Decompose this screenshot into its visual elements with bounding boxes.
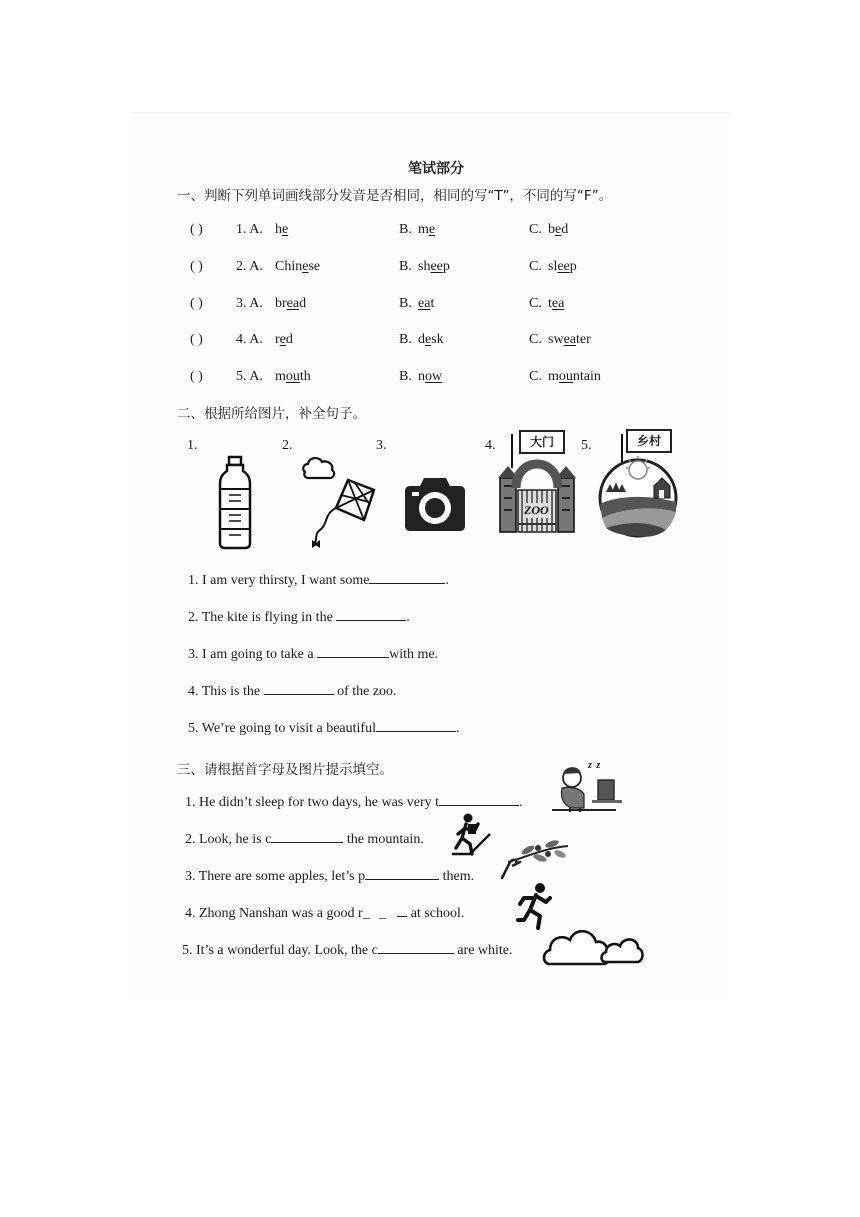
- underlined-letters: e: [282, 222, 289, 237]
- option-b-word: [418, 369, 442, 385]
- sentence-4: [188, 682, 397, 700]
- word-part: t: [548, 296, 552, 311]
- option-c-word-label: C.: [529, 259, 542, 274]
- word-part: Chin: [275, 259, 303, 274]
- zoo-gate-text: ZOO: [524, 503, 549, 517]
- answer-parentheses[interactable]: ( ): [190, 332, 203, 347]
- underlined-letters: ea: [551, 296, 565, 311]
- underlined-letters: e: [555, 222, 562, 237]
- word-part: br: [275, 296, 287, 311]
- sentence-text: 5. We’re going to visit a beautiful: [188, 721, 376, 736]
- answer-blank[interactable]: [336, 608, 406, 621]
- underlined-letters: ou: [285, 369, 300, 384]
- option-c-word-label: C.: [529, 296, 542, 311]
- question-label: 2. A.: [236, 259, 263, 274]
- answer-blank[interactable]: [365, 867, 439, 880]
- sentence-text: 5. It’s a wonderful day. Look, the c: [182, 943, 378, 958]
- answer-blank[interactable]: [378, 941, 454, 954]
- option-a-word: [275, 296, 306, 312]
- word-part: t: [430, 296, 435, 311]
- sentence-1: [188, 571, 449, 589]
- underlined-letters: e: [279, 332, 286, 347]
- underlined-letters: ow: [425, 369, 443, 384]
- answer-parentheses[interactable]: ( ): [190, 222, 203, 237]
- sentence-end: .: [406, 610, 410, 625]
- sentence-end: at school.: [407, 906, 465, 921]
- word-part: sk: [431, 332, 444, 347]
- option-c-word: [548, 259, 577, 275]
- sentence-2: [188, 608, 410, 626]
- word-part: n: [418, 369, 425, 384]
- option-b-word-label: B.: [399, 369, 412, 384]
- option-a-word: [275, 222, 288, 238]
- picture-number-2: 2.: [282, 438, 293, 453]
- word-part: h: [275, 222, 282, 237]
- answer-blank[interactable]: [369, 571, 445, 584]
- word-part: m: [418, 222, 429, 237]
- climbing-man-icon: [450, 812, 492, 856]
- option-b-word-label: B.: [399, 222, 412, 237]
- answer-parentheses[interactable]: ( ): [190, 296, 203, 311]
- underlined-letters: ou: [558, 369, 573, 384]
- hint-sentence-4: [185, 904, 464, 922]
- word-part: ntain: [572, 369, 601, 384]
- word-part: d: [285, 332, 293, 347]
- question-label: 3. A.: [236, 296, 263, 311]
- sentence-text: 2. The kite is flying in the: [188, 610, 337, 625]
- option-c-word-label: C.: [529, 332, 542, 347]
- picture-number-3: 3.: [376, 438, 387, 453]
- underlined-letters: ea: [286, 296, 300, 311]
- sentence-text: 1. He didn’t sleep for two days, he was very t: [185, 795, 440, 810]
- village-sign-label: 乡村: [626, 429, 672, 453]
- sentence-end: of the zoo.: [333, 684, 397, 699]
- answer-parentheses[interactable]: ( ): [190, 369, 203, 384]
- question-label: 4. A.: [236, 332, 263, 347]
- picture-number-4: 4.: [485, 438, 496, 453]
- option-c-word: [548, 332, 591, 348]
- word-part: d: [299, 296, 307, 311]
- word-part: d: [418, 332, 425, 347]
- sentence-text: 3. I am going to take a: [188, 647, 318, 662]
- zoo-gate-icon: [498, 428, 576, 534]
- hint-sentence-3: [185, 867, 474, 885]
- option-b-word: [418, 259, 450, 275]
- sentence-text: 4. Zhong Nanshan was a good r: [185, 906, 363, 921]
- picture-number-5: 5.: [581, 438, 592, 453]
- option-b-word-label: B.: [399, 296, 412, 311]
- hint-sentence-2: [185, 830, 424, 848]
- option-a-word: [275, 259, 320, 275]
- answer-parentheses[interactable]: ( ): [190, 259, 203, 274]
- option-c-word: [548, 222, 568, 238]
- option-b-word: [418, 296, 434, 312]
- underlined-letters: e: [428, 222, 436, 237]
- answer-blank[interactable]: [376, 719, 456, 732]
- option-c-word-label: C.: [529, 222, 542, 237]
- word-part: d: [561, 222, 569, 237]
- underlined-letters: ea: [563, 332, 576, 347]
- option-b-word: [418, 222, 435, 238]
- apple-branch-icon: [498, 832, 570, 880]
- option-c-word-label: C.: [529, 369, 542, 384]
- option-b-word-label: B.: [399, 332, 412, 347]
- picture-number-1: 1.: [187, 438, 198, 453]
- sleep-zzz-text: z z: [588, 760, 602, 771]
- sentence-text: 4. This is the: [188, 684, 264, 699]
- village-icon: [596, 428, 680, 540]
- camera-icon: [404, 472, 466, 534]
- hint-sentence-5: [182, 941, 513, 959]
- question-label: 5. A.: [236, 369, 263, 384]
- option-b-word-label: B.: [399, 259, 412, 274]
- option-c-word: [548, 369, 601, 385]
- sentence-end: .: [455, 721, 460, 736]
- word-part: b: [548, 222, 555, 237]
- word-part: p: [569, 259, 577, 274]
- section1-heading: 一、判断下列单词画线部分发音是否相同，相同的写“T”，不同的写“F”。: [177, 188, 613, 204]
- letter-blanks[interactable]: _ _: [362, 906, 390, 921]
- sentence-5: [188, 719, 459, 737]
- hint-sentence-1: [185, 793, 523, 811]
- option-a-word: [275, 332, 293, 348]
- option-c-word: [548, 296, 564, 312]
- page-title: 笔试部分: [408, 161, 464, 177]
- section3-heading: 三、请根据首字母及图片提示填空。: [177, 762, 393, 778]
- answer-blank[interactable]: [271, 830, 343, 843]
- sentence-end: .: [519, 795, 523, 810]
- word-part: p: [442, 259, 450, 274]
- word-part: m: [548, 369, 559, 384]
- sentence-text: 3. There are some apples, let’s p: [185, 869, 366, 884]
- word-part: m: [275, 369, 286, 384]
- option-a-word: [275, 369, 311, 385]
- word-part: sh: [418, 259, 431, 274]
- sentence-end: with me.: [389, 647, 439, 662]
- underlined-letters: ea: [418, 296, 431, 311]
- word-part: se: [308, 259, 321, 274]
- answer-blank[interactable]: [397, 904, 407, 917]
- clouds-icon: [540, 920, 646, 970]
- sentence-end: the mountain.: [343, 832, 424, 847]
- word-part: r: [275, 332, 280, 347]
- answer-blank[interactable]: [264, 682, 334, 695]
- section2-heading: 二、根据所给图片，补全句子。: [177, 406, 366, 422]
- sentence-3: [188, 645, 438, 663]
- word-part: th: [299, 369, 311, 384]
- underlined-letters: ee: [557, 259, 570, 274]
- sentence-text: 1. I am very thirsty, I want some: [188, 573, 370, 588]
- word-part: sl: [548, 259, 558, 274]
- option-b-word: [418, 332, 444, 348]
- underlined-letters: ee: [430, 259, 443, 274]
- gate-sign-label: 大门: [519, 430, 565, 454]
- answer-blank[interactable]: [439, 793, 519, 806]
- sentence-end: are white.: [453, 943, 513, 958]
- answer-blank[interactable]: [317, 645, 389, 658]
- sentence-end: them.: [439, 869, 475, 884]
- underlined-letters: e: [425, 332, 432, 347]
- question-label: 1. A.: [236, 222, 263, 237]
- underlined-letters: e: [302, 259, 309, 274]
- sentence-text: 2. Look, he is c: [185, 832, 272, 847]
- sentence-end: .: [445, 573, 449, 588]
- word-part: ter: [576, 332, 591, 347]
- word-part: sw: [548, 332, 564, 347]
- kite-icon: [300, 450, 380, 552]
- water-bottle-icon: [215, 455, 255, 550]
